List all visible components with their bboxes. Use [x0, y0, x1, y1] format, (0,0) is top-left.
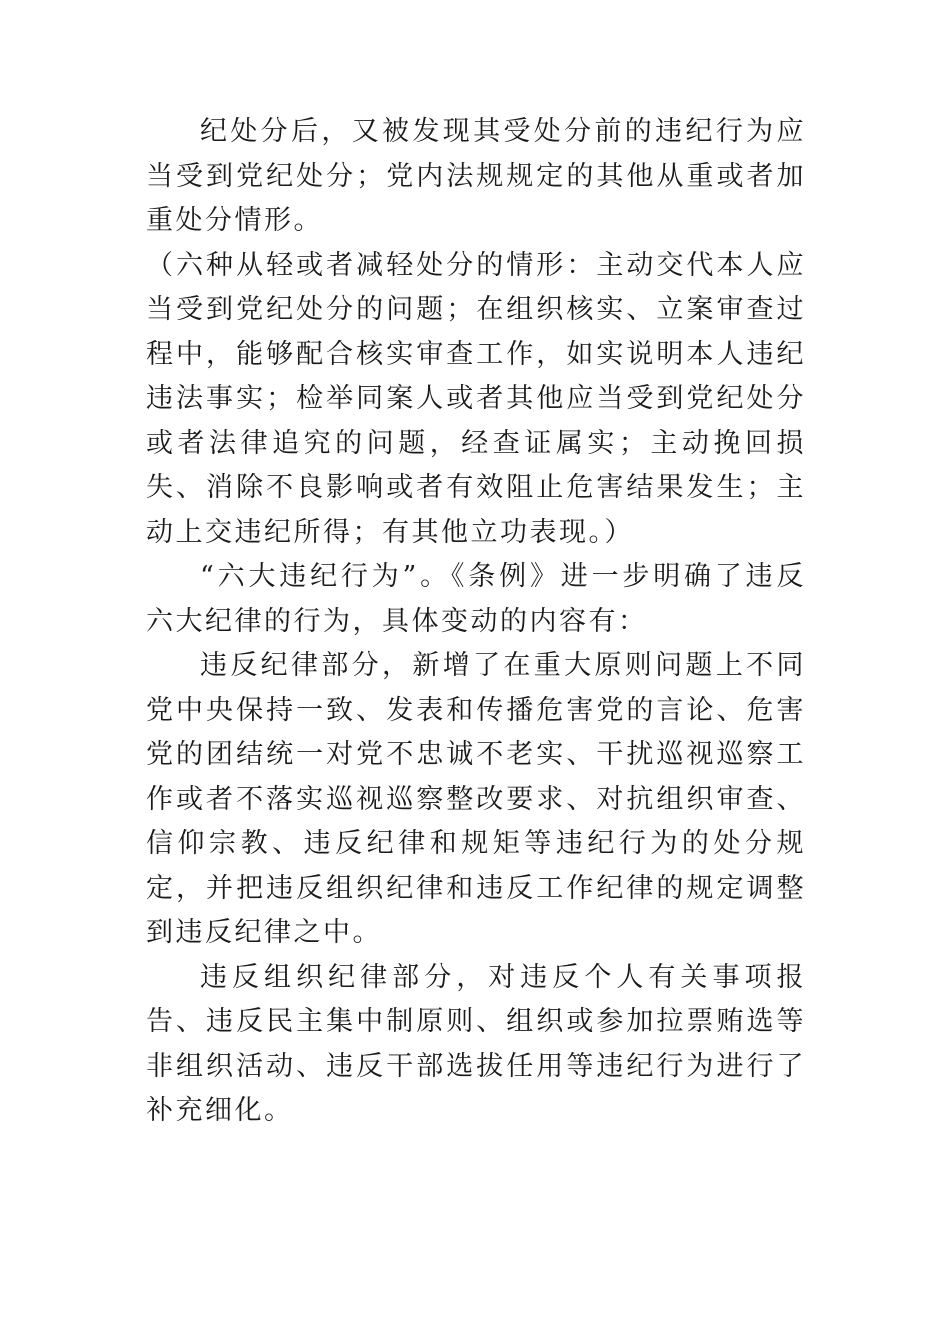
paragraph-mitigating-circumstances: （六种从轻或者减轻处分的情形：主动交代本人应当受到党纪处分的问题；在组织核实、立案审查过程中，能够配合核实审查工作，如实说明本人违纪违法事实；检举同案人或者其他应当受到党纪处分或者法律追究的问题，经查证属实；主动挽回损失、消除不良影响或者有效阻止危害结果发生；主动上交违纪所得；有其他立功表现。） [146, 249, 806, 548]
paragraph-political-discipline: 违反纪律部分，新增了在重大原则问题上不同党中央保持一致、发表和传播危害党的言论、危害党的团结统一对党不忠诚不老实、干扰巡视巡察工作或者不落实巡视巡察整改要求、对抗组织审查、信仰宗教、违反纪律和规矩等违纪行为的处分规定，并把违反组织纪律和违反工作纪律的规定调整到违反纪律之中。 [146, 650, 806, 948]
paragraph-organizational-discipline: 违反组织纪律部分，对违反个人有关事项报告、违反民主集中制原则、组织或参加拉票贿选等非组织活动、违反干部选拔任用等违纪行为进行了补充细化。 [146, 961, 806, 1126]
paragraph-continuation: 纪处分后，又被发现其受处分前的违纪行为应当受到党纪处分；党内法规规定的其他从重或者加重处分情形。 [146, 116, 806, 236]
document-page [146, 110, 806, 1134]
paragraph-six-violations-heading: “六大违纪行为”。《条例》进一步明确了违反六大纪律的行为，具体变动的内容有： [146, 561, 806, 637]
